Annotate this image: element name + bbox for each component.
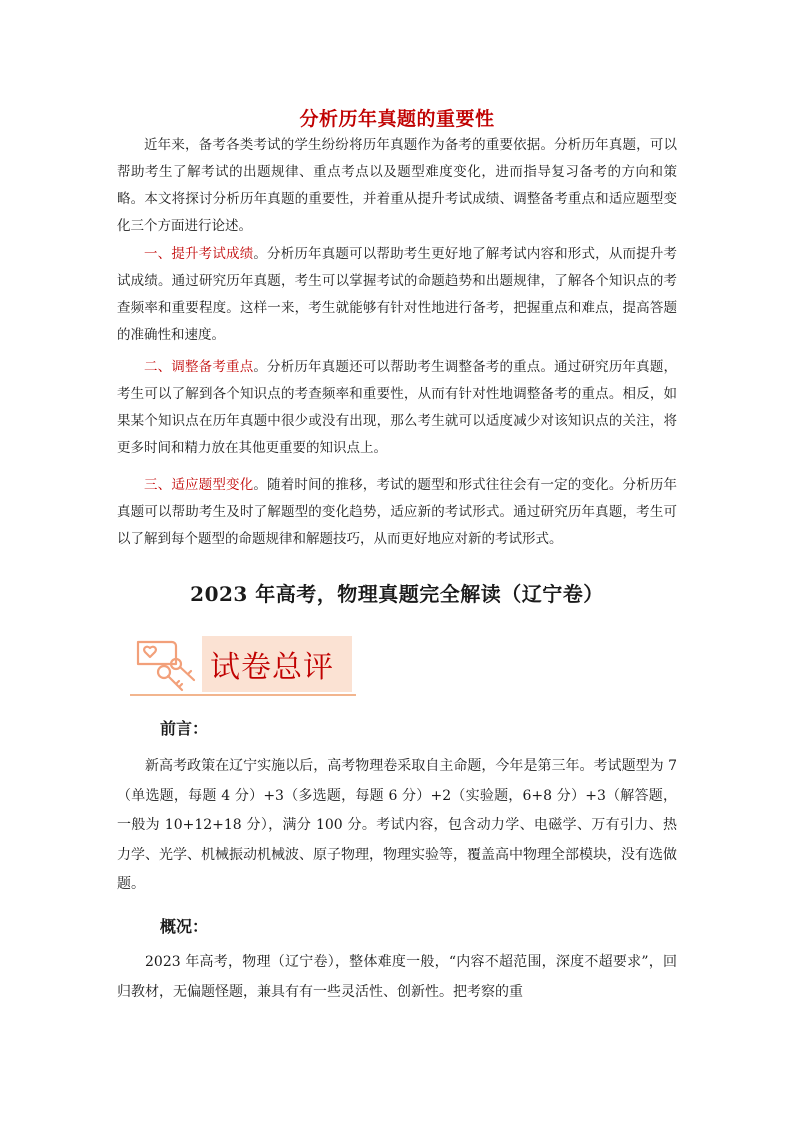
banner-underline	[130, 694, 356, 696]
section-paragraph-1	[117, 241, 677, 349]
heart-keys-icon	[132, 634, 202, 694]
section-1-num: 一、	[144, 246, 172, 262]
section-3-num: 三、	[144, 477, 172, 493]
preface-heading: 前言：	[160, 719, 209, 738]
section-paragraph-3	[117, 472, 677, 553]
section-2-heading: 调整备考重点	[171, 359, 254, 375]
section-1-text: 。分析历年真题可以帮助考生更好地了解考试内容和形式，从而提升考试成绩。通过研究历年真题，考生可以掌握考试的命题趋势和出题规律，了解各个知识点的考查频率和重要程度。这样一来，考生就能够有针对性地进行备考，把握重点和难点，提高答题的准确性和速度。	[117, 246, 678, 343]
banner-label: 试卷总评	[210, 650, 334, 685]
section-3-text: 。随着时间的推移，考试的题型和形式往往会有一定的变化。分析历年真题可以帮助考生及时了解题型的变化趋势，适应新的考试形式。通过研究历年真题，考生可以了解到每个题型的命题规律和解题技巧，从而更好地应对新的考试形式。	[117, 477, 678, 547]
overview-heading: 概况：	[160, 917, 209, 936]
section-banner	[130, 630, 360, 696]
section-paragraph-2	[117, 354, 677, 462]
article-title: 分析历年真题的重要性	[299, 108, 495, 130]
preface-paragraph: 新高考政策在辽宁实施以后，高考物理卷采取自主命题，今年是第三年。考试题型为 7（单选题，每题 4 分）+3（多选题，每题 6 分）+2（实验题，6+8 分）+3（解答题，一般为 10+12+18 分），满分 100 分。考试内容，包含动力学、电磁学、万有引力、热力学、光学、机械振动机械波、原子物理，物理实验等，覆盖高中物理全部模块，没有选做题。	[117, 758, 677, 892]
section-2-num: 二、	[144, 359, 172, 375]
overview-paragraph: 2023 年高考，物理（辽宁卷），整体难度一般，“内容不超范围，深度不超要求”，回归教材，无偏题怪题，兼具有有一些灵活性、创新性。把考察的重	[117, 954, 677, 1000]
intro-paragraph: 近年来，备考各类考试的学生纷纷将历年真题作为备考的重要依据。分析历年真题，可以帮助考生了解考试的出题规律、重点考点以及题型难度变化，进而指导复习备考的方向和策略。本文将探讨分析历年真题的重要性，并着重从提升考试成绩、调整备考重点和适应题型变化三个方面进行论述。	[117, 137, 677, 234]
section-2-text: 。分析历年真题还可以帮助考生调整备考的重点。通过研究历年真题，考生可以了解到各个知识点的考查频率和重要性，从而有针对性地调整备考的重点。相反，如果某个知识点在历年真题中很少或没有出现，那么考生就可以适度减少对该知识点的关注，将更多时间和精力放在其他更重要的知识点上。	[117, 359, 678, 456]
exam-title: 2023 年高考，物理真题完全解读（辽宁卷）	[190, 582, 604, 606]
section-3-heading: 适应题型变化	[171, 477, 254, 493]
section-1-heading: 提升考试成绩	[171, 246, 254, 262]
